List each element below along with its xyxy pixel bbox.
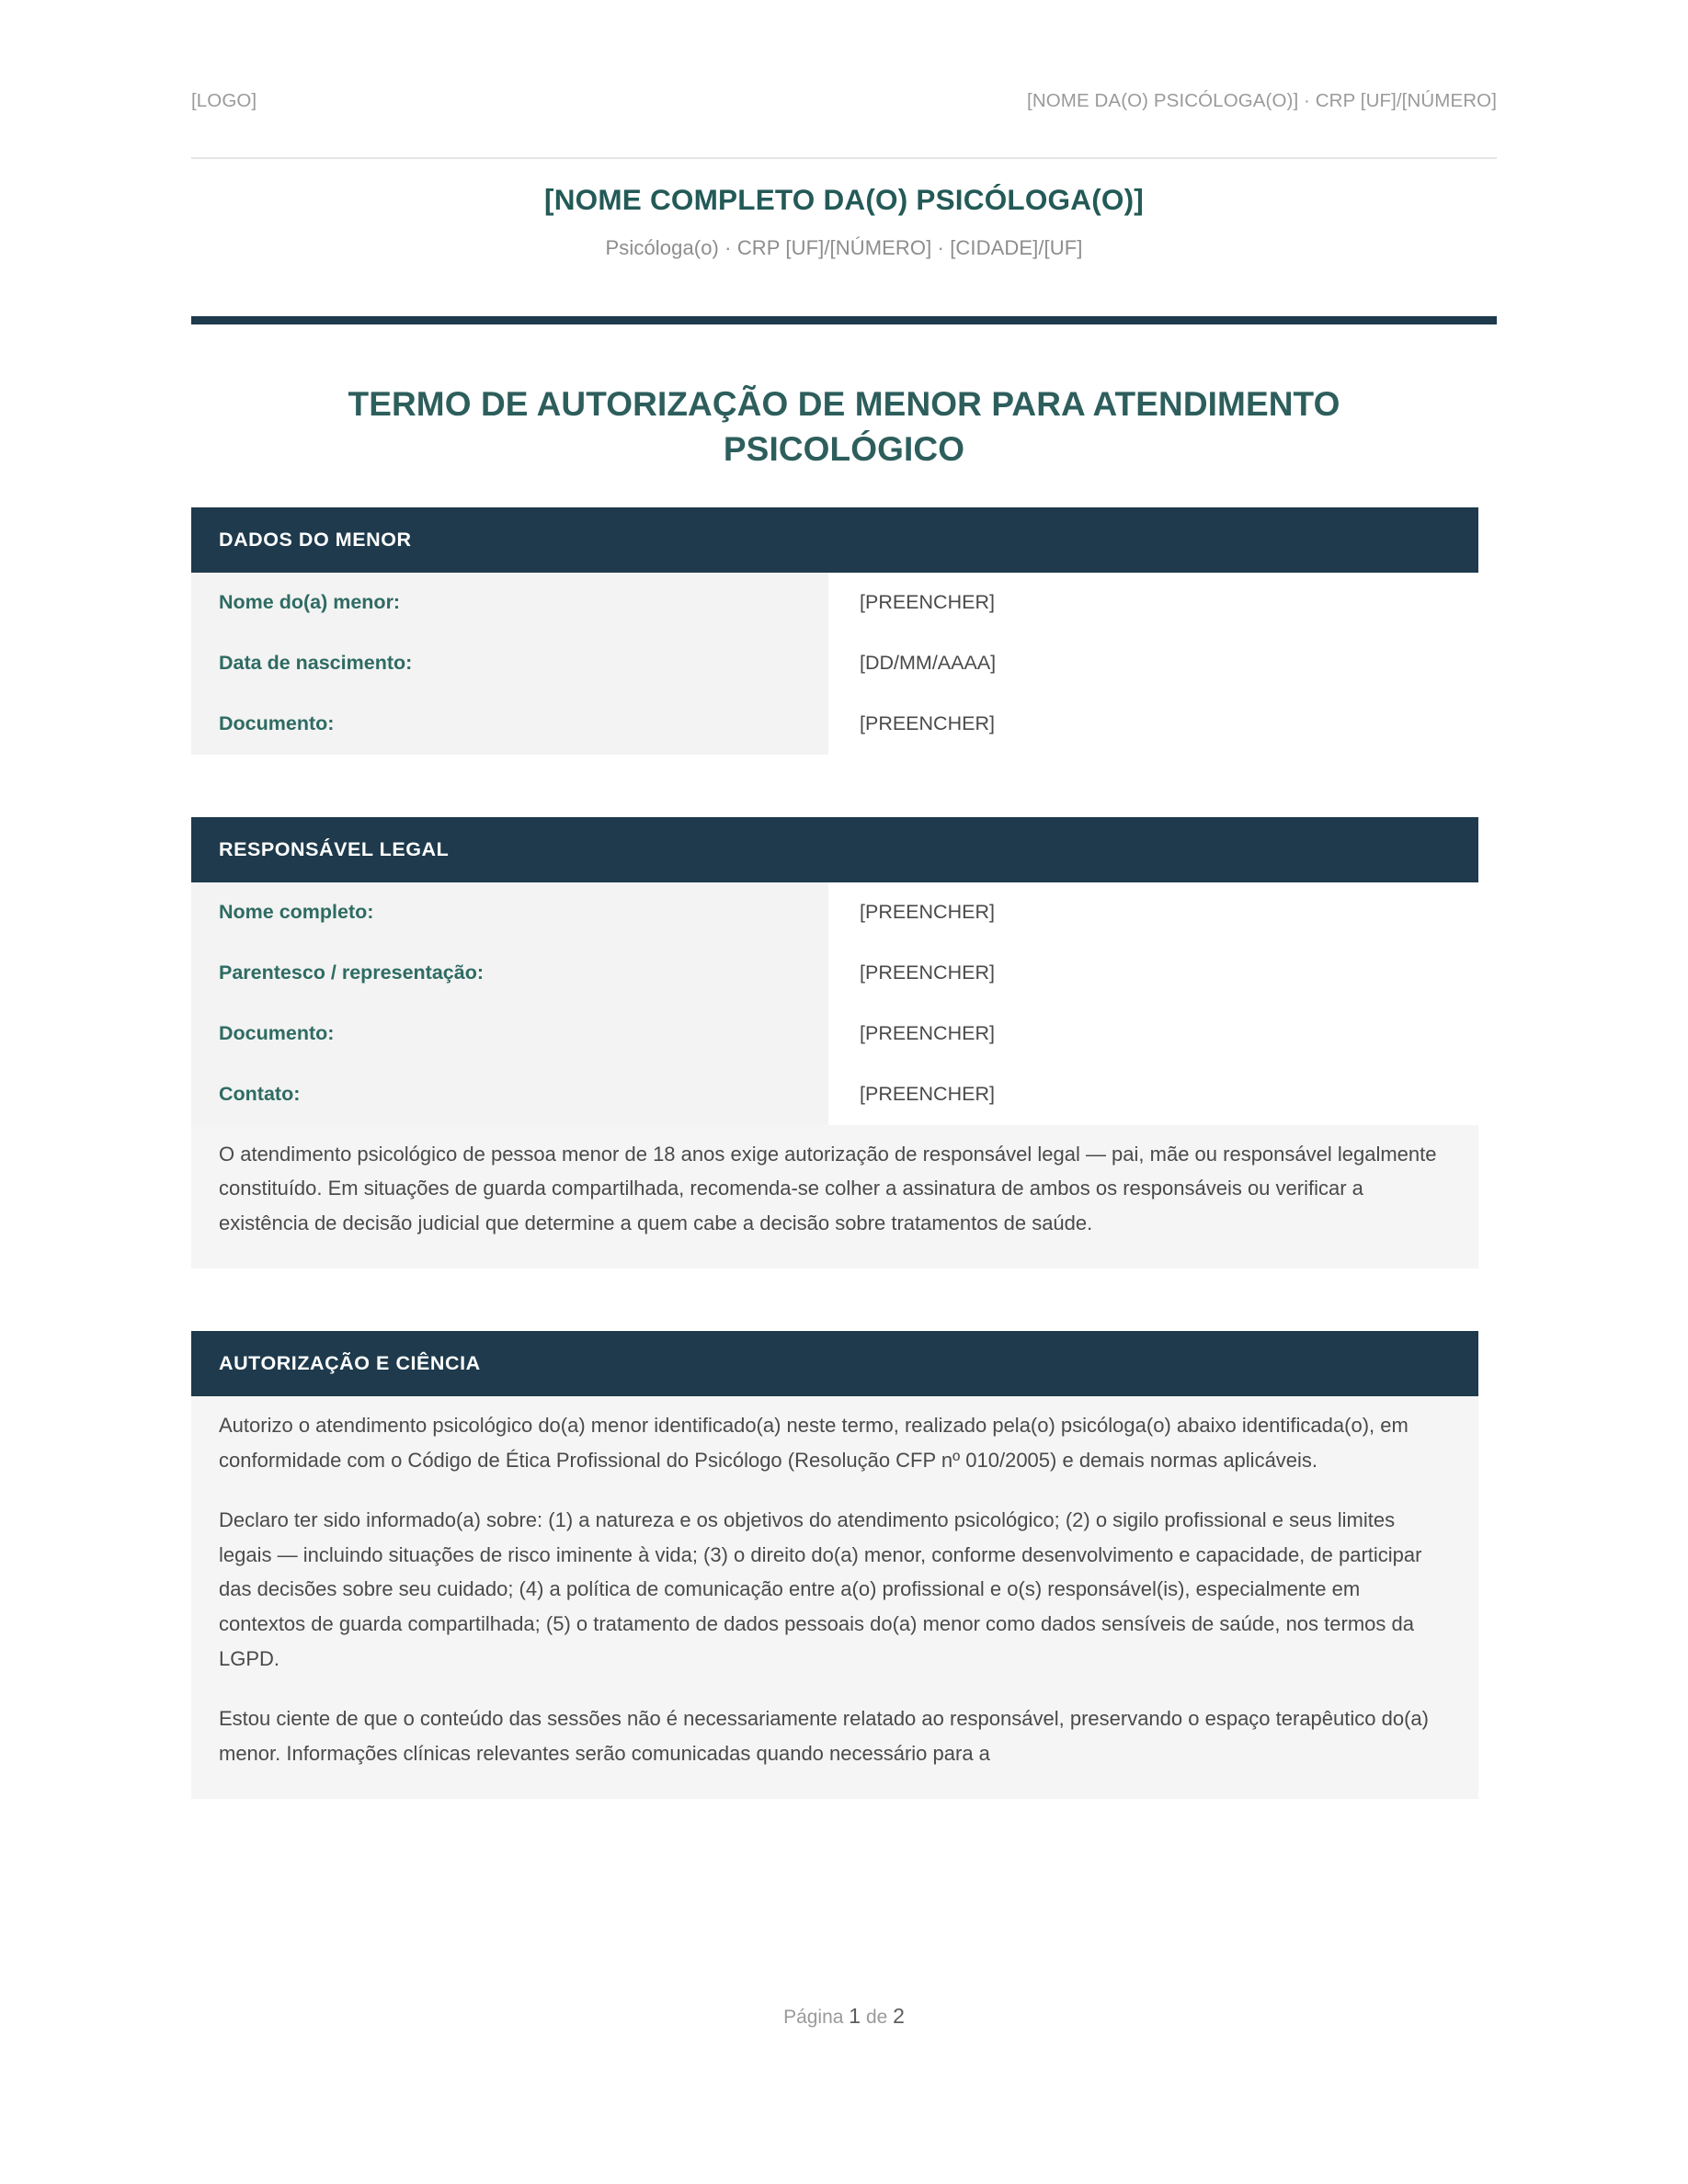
- running-header: [191, 0, 1497, 112]
- section-autorizacao-e-ciencia: [191, 1331, 1478, 1798]
- accent-rule: [191, 316, 1497, 324]
- logo-placeholder: [LOGO]: [191, 90, 257, 111]
- footer-prefix: Página: [783, 2007, 844, 2028]
- table-row: [191, 694, 1478, 755]
- authorization-paragraph: Declaro ter sido informado(a) sobre: (1) a natureza e os objetivos do atendimento psicológico; (2) o sigilo profissional e seus limites legais — incluindo situações de risco iminente à vida; (3) o direito do(a) menor, conforme desenvolvimento e capacidade, de participar das decisões sobre seu cuidado; (4) a política de comunicação entre a(o) profissional e o(s) responsável(is), especialmente em contextos de guarda compartilhada; (5) o tratamento de dados pessoais do(a) menor como dados sensíveis de saúde, nos termos da LGPD.: [219, 1507, 1422, 1671]
- section-heading-guardian: RESPONSÁVEL LEGAL: [191, 817, 1478, 882]
- guardian-field-table: [191, 882, 1478, 1125]
- field-value[interactable]: [PREENCHER]: [828, 1064, 1478, 1125]
- section-responsavel-legal: [191, 817, 1478, 1268]
- table-row: [191, 573, 1478, 633]
- field-label: Contato:: [191, 1064, 828, 1125]
- guardian-note: [191, 1125, 1478, 1268]
- authorization-paragraph: Estou ciente de que o conteúdo das sessões não é necessariamente relatado ao responsável, preservando o espaço terapêutico do(a) menor. Informações clínicas relevantes serão comunicadas quando necessário para a: [219, 1706, 1429, 1765]
- field-value[interactable]: [DD/MM/AAAA]: [828, 633, 1478, 694]
- table-row: [191, 943, 1478, 1004]
- table-row: [191, 1004, 1478, 1064]
- page-footer: [0, 2004, 1688, 2029]
- field-label: Data de nascimento:: [191, 633, 828, 694]
- field-label: Documento:: [191, 1004, 828, 1064]
- field-label: Nome completo:: [191, 882, 828, 943]
- page-title: TERMO DE AUTORIZAÇÃO DE MENOR PARA ATENDIMENTO PSICOLÓGICO: [348, 385, 1340, 469]
- field-value[interactable]: [PREENCHER]: [828, 573, 1478, 633]
- minor-field-table: [191, 573, 1478, 755]
- field-value[interactable]: [PREENCHER]: [828, 882, 1478, 943]
- section-heading-minor: DADOS DO MENOR: [191, 507, 1478, 573]
- table-row: [191, 882, 1478, 943]
- field-label: Parentesco / representação:: [191, 943, 828, 1004]
- guardian-note-text: O atendimento psicológico de pessoa menor de 18 anos exige autorização de responsável legal — pai, mãe ou responsável legalmente constituído. Em situações de guarda compartilhada, recomenda-se colher a assinatura de ambos os responsáveis ou verificar a existência de decisão judicial que determine a quem cabe a decisão sobre tratamentos de saúde.: [219, 1142, 1437, 1235]
- field-value[interactable]: [PREENCHER]: [828, 694, 1478, 755]
- footer-separator: de: [865, 2007, 888, 2028]
- header-identification: [NOME DA(O) PSICÓLOGA(O)] · CRP [UF]/[NÚMERO]: [1027, 90, 1497, 111]
- field-value[interactable]: [PREENCHER]: [828, 1004, 1478, 1064]
- footer-total-pages: 2: [893, 2004, 905, 2028]
- section-heading-authorization: AUTORIZAÇÃO E CIÊNCIA: [191, 1331, 1478, 1396]
- footer-current-page: 1: [849, 2004, 861, 2028]
- field-label: Nome do(a) menor:: [191, 573, 828, 633]
- professional-block: [191, 159, 1497, 260]
- professional-name: [NOME COMPLETO DA(O) PSICÓLOGA(O)]: [544, 183, 1144, 216]
- authorization-paragraph: Autorizo o atendimento psicológico do(a) menor identificado(a) neste termo, realizado pela(o) psicóloga(o) abaixo identificada(o), em conformidade com o Código de Ética Profissional do Psicólogo (Resolução CFP nº 010/2005) e demais normas aplicáveis.: [219, 1414, 1409, 1472]
- field-value[interactable]: [PREENCHER]: [828, 943, 1478, 1004]
- table-row: [191, 633, 1478, 694]
- table-row: [191, 1064, 1478, 1125]
- authorization-body: [191, 1396, 1478, 1798]
- section-dados-do-menor: [191, 507, 1478, 755]
- field-label: Documento:: [191, 694, 828, 755]
- professional-subtitle: Psicóloga(o) · CRP [UF]/[NÚMERO] · [CIDADE]/[UF]: [605, 236, 1083, 260]
